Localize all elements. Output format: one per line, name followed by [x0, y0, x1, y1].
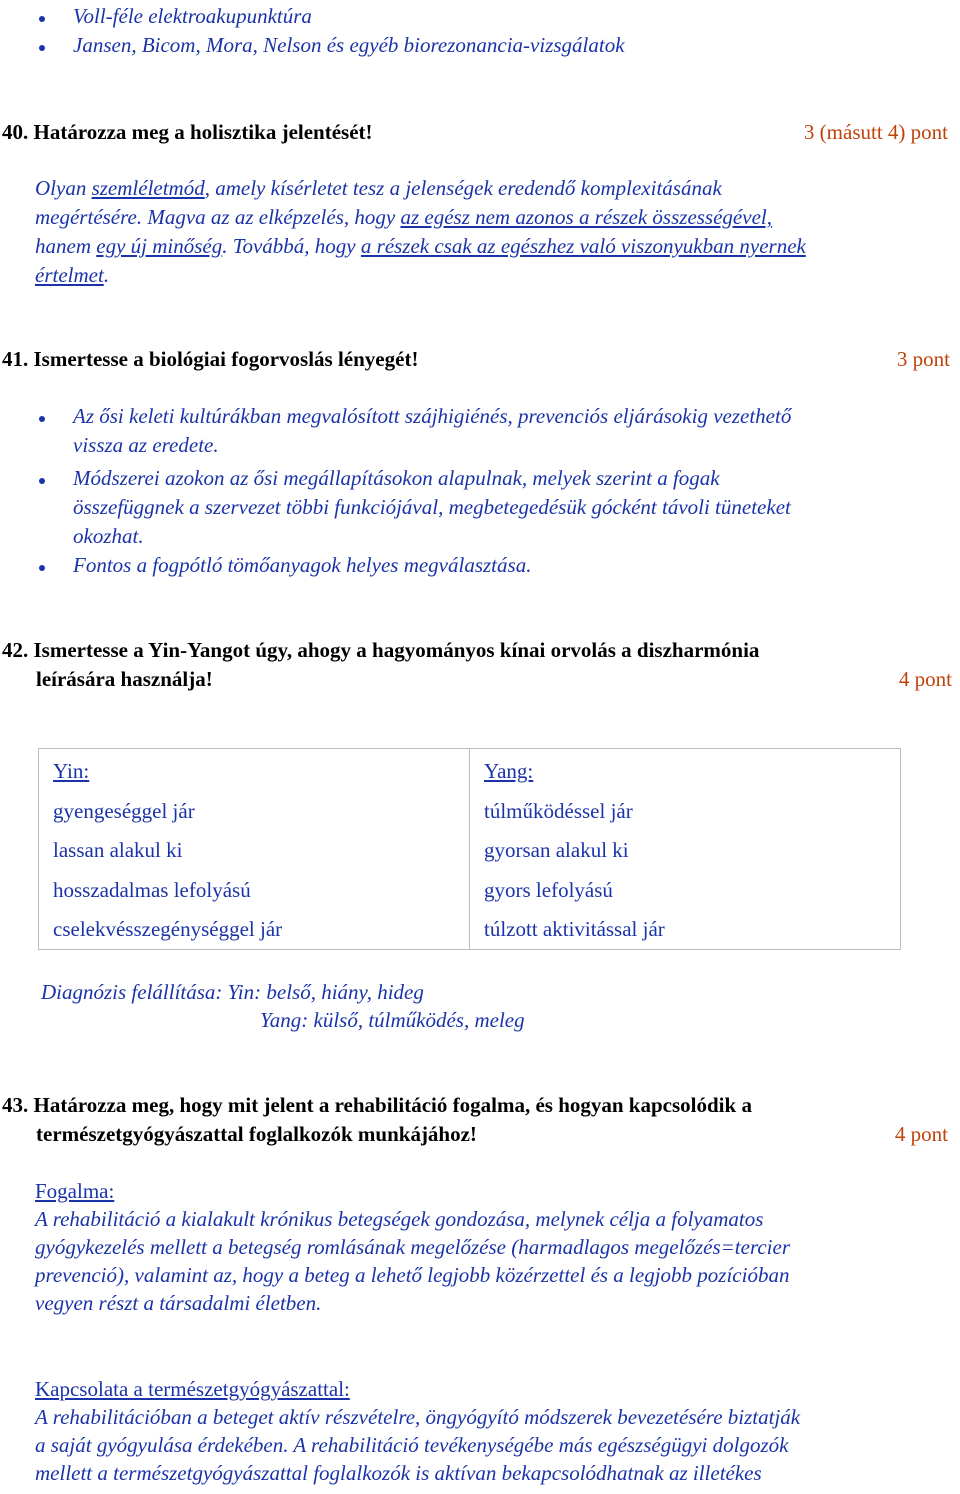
- yang-header: Yang:: [484, 759, 534, 783]
- question-43-cont: természetgyógyászattal foglalkozók munkájához!: [36, 1122, 477, 1146]
- concept-line: gyógykezelés mellett a betegség romlásának megelőzése (harmadlagos megelőzés=tercier: [35, 1235, 790, 1259]
- points-41: 3 pont: [896, 347, 950, 371]
- yin-column: [39, 749, 470, 950]
- answer-40-line: hanem egy új minőség. Továbbá, hogy a részek csak az egészhez való viszonyukban nyernek: [35, 234, 806, 258]
- relation-line: a saját gyógyulása érdekében. A rehabilitáció tevékenységébe más egészségügyi dolgozók: [35, 1433, 789, 1457]
- concept-line: prevenció), valamint az, hogy a beteg a lehető legjobb közérzettel és a legjobb pozícióban: [35, 1263, 790, 1287]
- answer-40-line: Olyan szemléletmód, amely kísérletet tesz a jelenségek eredendő komplexitásának: [35, 176, 722, 200]
- yin-header: Yin:: [53, 759, 90, 783]
- bullet-text: összefüggnek a szervezet többi funkciójával, megbetegedésük gócként távoli tüneteket: [73, 495, 791, 519]
- bullet-text: Jansen, Bicom, Mora, Nelson és egyéb biorezonancia-vizsgálatok: [73, 33, 625, 57]
- points-40: 3 (másutt 4) pont: [803, 120, 948, 144]
- concept-heading: Fogalma:: [35, 1179, 115, 1203]
- bullet-dot: [39, 478, 45, 484]
- question-40: 40. Határozza meg a holisztika jelentését!: [2, 120, 373, 144]
- yin-item: hosszadalmas lefolyású: [53, 877, 251, 902]
- diagnosis-line: Yang: külső, túlműködés, meleg: [260, 1008, 525, 1032]
- question-42-cont: leírására használja!: [36, 667, 213, 691]
- yang-item: gyorsan alakul ki: [484, 838, 629, 862]
- question-41: 41. Ismertesse a biológiai fogorvoslás lényegét!: [2, 347, 419, 371]
- question-43: 43. Határozza meg, hogy mit jelent a rehabilitáció fogalma, és hogyan kapcsolódik a: [2, 1093, 752, 1117]
- yin-item: lassan alakul ki: [53, 838, 183, 862]
- relation-heading: Kapcsolata a természetgyógyászattal:: [35, 1377, 350, 1401]
- yin-item: gyengeséggel jár: [53, 798, 195, 823]
- points-42: 4 pont: [898, 667, 952, 691]
- concept-line: A rehabilitáció a kialakult krónikus betegségek gondozása, melynek célja a folyamatos: [35, 1207, 764, 1231]
- bullet-dot: [39, 45, 45, 51]
- bullet-text: okozhat.: [73, 524, 144, 548]
- answer-40-line: megértésére. Magva az az elképzelés, hogy az egész nem azonos a részek összességével,: [35, 205, 772, 229]
- bullet-dot: [39, 565, 45, 571]
- points-43: 4 pont: [894, 1122, 948, 1146]
- answer-40-line: értelmet.: [35, 263, 110, 287]
- yin-item: cselekvésszegénységgel jár: [53, 917, 283, 941]
- yang-column: [470, 749, 901, 950]
- bullet-text: vissza az eredete.: [73, 433, 219, 457]
- bullet-text: Az ősi keleti kultúrákban megvalósított szájhigiénés, prevenciós eljárásokig vezethető: [73, 404, 792, 428]
- yang-item: túlzott aktivitással jár: [484, 917, 665, 941]
- yang-item: gyors lefolyású: [484, 877, 613, 902]
- bullet-text: Voll-féle elektroakupunktúra: [73, 4, 312, 28]
- diagnosis-line: Diagnózis felállítása: Yin: belső, hiány, hideg: [41, 980, 424, 1004]
- relation-line: mellett a természetgyógyászattal foglalkozók is aktívan bekapcsolódhatnak az illetékes: [35, 1461, 762, 1485]
- bullet-dot: [39, 16, 45, 22]
- yang-item: túlműködéssel jár: [484, 798, 633, 823]
- yin-yang-table: [38, 748, 901, 950]
- bullet-text: Fontos a fogpótló tömőanyagok helyes megválasztása.: [73, 553, 532, 577]
- bullet-text: Módszerei azokon az ősi megállapításokon alapulnak, melyek szerint a fogak: [73, 466, 720, 490]
- relation-line: A rehabilitációban a beteget aktív részvételre, öngyógyító módszerek bevezetésére biztatják: [35, 1405, 801, 1429]
- question-42: 42. Ismertesse a Yin-Yangot úgy, ahogy a hagyományos kínai orvolás a diszharmónia: [2, 638, 760, 662]
- concept-line: vegyen részt a társadalmi életben.: [35, 1291, 322, 1315]
- bullet-dot: [39, 416, 45, 422]
